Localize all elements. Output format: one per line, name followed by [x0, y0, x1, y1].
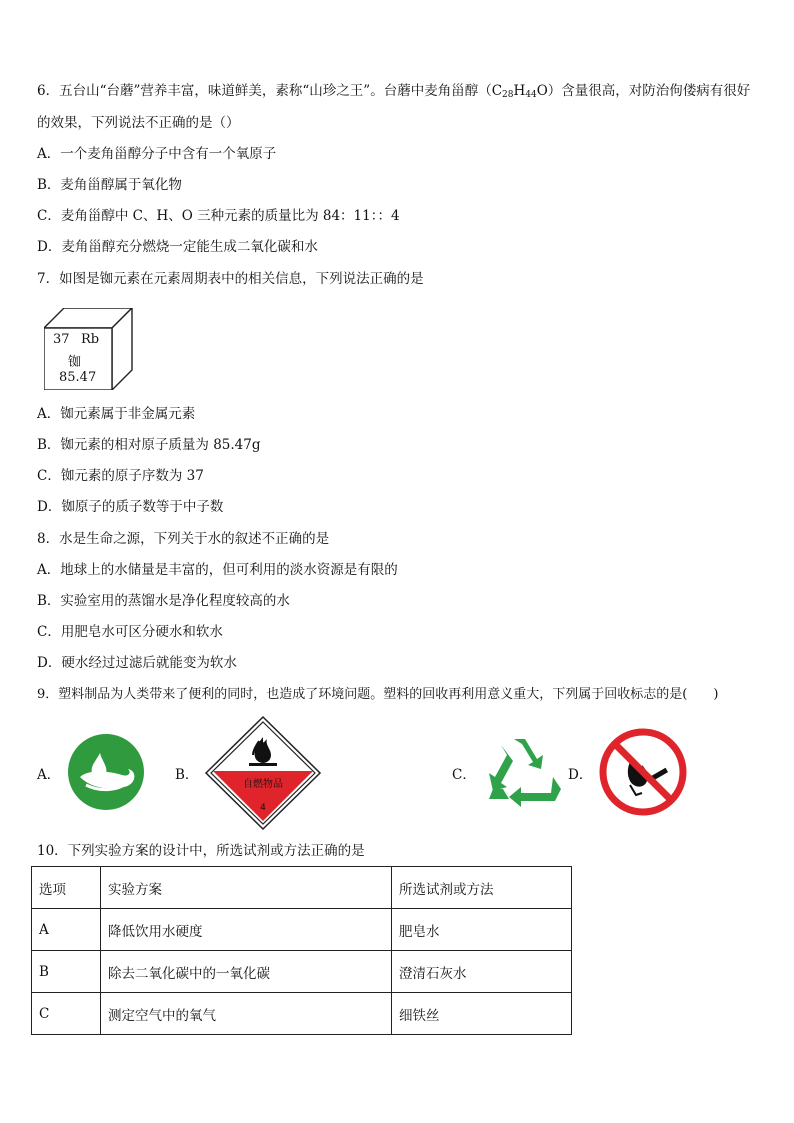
- q6-option-a: A．一个麦角甾醇分子中含有一个氧原子: [37, 146, 277, 162]
- table-cell: A: [32, 909, 101, 951]
- q6-stem-post: O）含量很高，对防治佝偻病有很好: [536, 83, 751, 99]
- spontaneous-combustion-sign-icon: [203, 715, 323, 831]
- q9-label-b: B．: [175, 767, 199, 783]
- table-cell: 降低饮用水硬度: [101, 909, 392, 951]
- q6-option-d: D．麦角甾醇充分燃烧一定能生成二氧化碳和水: [37, 239, 318, 255]
- table-row: [32, 951, 572, 993]
- header-plan: 实验方案: [101, 867, 392, 909]
- table-cell: B: [32, 951, 101, 993]
- table-row: [32, 993, 572, 1035]
- table-cell: 肥皂水: [392, 909, 572, 951]
- q6-hydrogen: H: [513, 83, 526, 99]
- q6-stem-pre: 6．五台山“台蘑”营养丰富，味道鲜美，素称“山珍之王”。台蘑中麦角甾醇（C: [37, 83, 503, 99]
- table-cell: C: [32, 993, 101, 1035]
- sign-b-number: 4: [260, 803, 266, 813]
- q8-option-a: A．地球上的水储量是丰富的，但可利用的淡水资源是有限的: [37, 562, 398, 578]
- no-open-flame-sign-icon: [598, 727, 688, 817]
- recycle-sign-icon: [481, 733, 567, 811]
- q7-option-b: B．铷元素的相对原子质量为 85.47g: [37, 437, 261, 453]
- header-option: 选项: [32, 867, 101, 909]
- table-cell: 澄清石灰水: [392, 951, 572, 993]
- sign-b-text: 自燃物品: [243, 779, 283, 790]
- q10-stem: 10．下列实验方案的设计中，所选试剂或方法正确的是: [37, 843, 365, 859]
- q9-label-c: C．: [452, 767, 476, 783]
- table-cell: 除去二氧化碳中的一氧化碳: [101, 951, 392, 993]
- element-mass: 85.47: [59, 370, 97, 385]
- q6-stem-line1: [37, 82, 750, 104]
- q6-stem-line2: 的效果，下列说法不正确的是（）: [37, 115, 240, 131]
- q8-stem: 8．水是生命之源，下列关于水的叙述不正确的是: [37, 531, 330, 547]
- element-number: 37: [53, 332, 70, 347]
- q9-label-a: A．: [37, 767, 61, 783]
- q6-sub-carbon: 28: [502, 90, 514, 100]
- q8-option-d: D．硬水经过过滤后就能变为软水: [37, 655, 237, 671]
- table-row: [32, 909, 572, 951]
- q6-sub-hydrogen: 44: [525, 90, 537, 100]
- q6-option-b: B．麦角甾醇属于氧化物: [37, 177, 182, 193]
- q7-option-a: A．铷元素属于非金属元素: [37, 406, 196, 422]
- header-method: 所选试剂或方法: [392, 867, 572, 909]
- q8-option-c: C．用肥皂水可区分硬水和软水: [37, 624, 223, 640]
- element-symbol: Rb: [81, 332, 100, 347]
- table-cell: 测定空气中的氧气: [101, 993, 392, 1035]
- q8-option-b: B．实验室用的蒸馏水是净化程度较高的水: [37, 593, 290, 609]
- table-header-row: [32, 867, 572, 909]
- q9-stem: 9．塑料制品为人类带来了便利的同时，也造成了环境问题。塑料的回收再利用意义重大，下列属于回收标志的是( ): [37, 687, 719, 702]
- q7-option-d: D．铷原子的质子数等于中子数: [37, 499, 224, 515]
- q7-stem: 7．如图是铷元素在元素周期表中的相关信息，下列说法正确的是: [37, 271, 424, 287]
- element-name: 铷: [68, 355, 82, 370]
- table-cell: 细铁丝: [392, 993, 572, 1035]
- q6-option-c: C．麦角甾醇中 C、H、O 三种元素的质量比为 84：11：：4: [37, 208, 400, 224]
- q9-label-d: D．: [568, 767, 593, 783]
- element-cell-rubidium: [44, 308, 155, 390]
- water-saving-sign-icon: [66, 733, 146, 811]
- q7-option-c: C．铷元素的原子序数为 37: [37, 468, 204, 484]
- q10-table: [31, 866, 572, 1035]
